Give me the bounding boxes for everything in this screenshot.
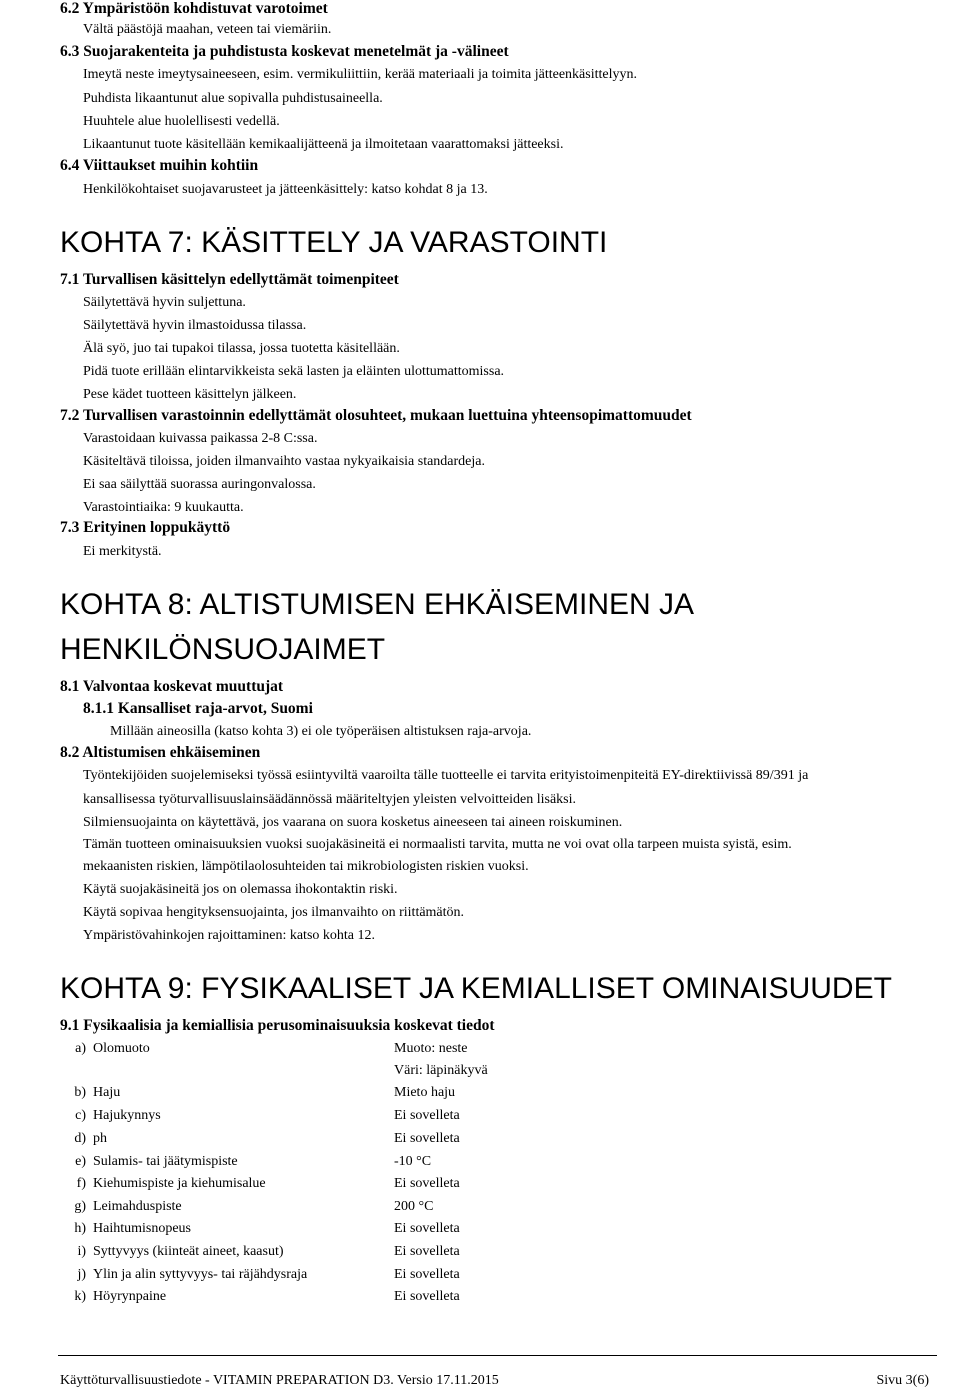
table-row-letter: k)	[74, 1289, 86, 1304]
table-row-value: Väri: läpinäkyvä	[394, 1063, 488, 1078]
section-7-1-line: Säilytettävä hyvin suljettuna.	[83, 295, 246, 310]
footer-document-title: Käyttöturvallisuustiedote - VITAMIN PREPARATION D3. Versio 17.11.2015	[60, 1373, 499, 1388]
section-6-3-line: Puhdista likaantunut alue sopivalla puhdistusaineella.	[83, 91, 383, 106]
table-row-value: -10 °C	[394, 1154, 432, 1169]
section-8-1-heading: 8.1 Valvontaa koskevat muuttujat	[60, 678, 284, 695]
section-8-2-line: mekaanisten riskien, lämpötilaolosuhteiden tai mikrobiologisten riskien vuoksi.	[83, 859, 529, 874]
section-8-title-line-2: HENKILÖNSUOJAIMET	[60, 633, 386, 666]
section-8-2-line: Käytä suojakäsineitä jos on olemassa ihokontaktin riski.	[83, 882, 398, 897]
table-row-letter: d)	[74, 1131, 86, 1146]
section-7-2-line: Ei saa säilyttää suorassa auringonvalossa.	[83, 477, 316, 492]
section-7-2-line: Käsiteltävä tiloissa, joiden ilmanvaihto vastaa nykyaikaisia standardeja.	[83, 454, 485, 469]
section-7-1-line: Pidä tuote erillään elintarvikkeista sekä lasten ja eläinten ulottumattomissa.	[83, 364, 505, 379]
table-row-letter: c)	[75, 1108, 86, 1123]
section-6-3-line: Huuhtele alue huolellisesti vedellä.	[83, 114, 280, 129]
table-row-letter: j)	[77, 1267, 86, 1282]
section-6-4-line: Henkilökohtaiset suojavarusteet ja jätteenkäsittely: katso kohdat 8 ja 13.	[83, 182, 488, 197]
table-row-property: Haju	[93, 1085, 121, 1100]
section-6-2-heading: 6.2 Ympäristöön kohdistuvat varotoimet	[60, 0, 328, 17]
table-row-property: Olomuoto	[93, 1041, 150, 1056]
section-7-1-line: Älä syö, juo tai tupakoi tilassa, jossa tuotetta käsitellään.	[83, 341, 400, 356]
footer-page-number: Sivu 3(6)	[876, 1373, 929, 1388]
section-7-2-line: Varastointiaika: 9 kuukautta.	[83, 500, 244, 515]
section-8-1-1-heading: 8.1.1 Kansalliset raja-arvot, Suomi	[83, 700, 313, 717]
table-row-property: Ylin ja alin syttyvyys- tai räjähdysraja	[93, 1267, 308, 1282]
table-row-letter: g)	[74, 1199, 86, 1214]
section-6-3-line: Likaantunut tuote käsitellään kemikaalijätteenä ja ilmoitetaan vaarattomaksi jätteeksi.	[83, 137, 564, 152]
table-row-value: Ei sovelleta	[394, 1244, 460, 1259]
section-7-1-line: Pese kädet tuotteen käsittelyn jälkeen.	[83, 387, 297, 402]
section-7-3-line: Ei merkitystä.	[83, 544, 162, 559]
section-7-1-line: Säilytettävä hyvin ilmastoidussa tilassa.	[83, 318, 307, 333]
table-row-property: Leimahduspiste	[93, 1199, 182, 1214]
table-row-value: 200 °C	[394, 1199, 434, 1214]
table-row-letter: i)	[77, 1244, 86, 1259]
table-row-value: Ei sovelleta	[394, 1221, 460, 1236]
table-row-letter: f)	[76, 1176, 86, 1191]
table-row-property: Sulamis- tai jäätymispiste	[93, 1154, 238, 1169]
section-8-2-line: Ympäristövahinkojen rajoittaminen: katso kohta 12.	[83, 928, 375, 943]
table-row-value: Ei sovelleta	[394, 1289, 460, 1304]
section-8-1-1-line: Millään aineosilla (katso kohta 3) ei ole työperäisen altistuksen raja-arvoja.	[110, 724, 532, 739]
table-row-property: Höyrynpaine	[93, 1289, 167, 1304]
footer-divider	[58, 1355, 937, 1356]
section-6-2-line: Vältä päästöjä maahan, veteen tai viemäriin.	[83, 22, 332, 37]
section-7-3-heading: 7.3 Erityinen loppukäyttö	[60, 519, 231, 536]
section-8-title-line-1: KOHTA 8: ALTISTUMISEN EHKÄISEMINEN JA	[60, 588, 695, 621]
section-8-2-heading: 8.2 Altistumisen ehkäiseminen	[60, 744, 261, 761]
table-row-letter: b)	[74, 1085, 86, 1100]
table-row-property: Hajukynnys	[93, 1108, 161, 1123]
section-8-2-line: Työntekijöiden suojelemiseksi työssä esiintyviltä vaaroilta tälle tuotteelle ei tarvita erityistoimenpiteitä EY-direktiivissä 89/391 ja	[83, 768, 809, 783]
table-row-value: Muoto: neste	[394, 1041, 468, 1056]
table-row-value: Ei sovelleta	[394, 1108, 460, 1123]
section-8-2-line: Tämän tuotteen ominaisuuksien vuoksi suojakäsineitä ei normaalisti tarvita, mutta ne voi ovat olla tarpeen muista syistä, esim.	[83, 837, 792, 852]
table-row-letter: a)	[75, 1041, 86, 1056]
section-8-2-line: kansallisessa työturvallisuuslainsäädännössä määriteltyjen yleisten velvoitteiden lisäksi.	[83, 792, 577, 807]
section-9-1-heading: 9.1 Fysikaalisia ja kemiallisia perusominaisuuksia koskevat tiedot	[60, 1017, 495, 1034]
section-7-2-heading: 7.2 Turvallisen varastoinnin edellyttämät olosuhteet, mukaan luettuina yhteensopimattomuudet	[60, 407, 692, 424]
section-6-3-heading: 6.3 Suojarakenteita ja puhdistusta koskevat menetelmät ja -välineet	[60, 43, 509, 60]
section-8-2-line: Käytä sopivaa hengityksensuojainta, jos ilmanvaihto on riittämätön.	[83, 905, 465, 920]
section-7-1-heading: 7.1 Turvallisen käsittelyn edellyttämät toimenpiteet	[60, 271, 399, 288]
section-6-4-heading: 6.4 Viittaukset muihin kohtiin	[60, 157, 259, 174]
table-row-value: Mieto haju	[394, 1085, 456, 1100]
section-6-3-line: Imeytä neste imeytysaineeseen, esim. vermikuliittiin, kerää materiaali ja toimita jätteenkäsittelyyn.	[83, 67, 637, 82]
section-9-title: KOHTA 9: FYSIKAALISET JA KEMIALLISET OMINAISUUDET	[60, 972, 892, 1005]
table-row-letter: e)	[75, 1154, 86, 1169]
table-row-property: Kiehumispiste ja kiehumisalue	[93, 1176, 266, 1191]
table-row-value: Ei sovelleta	[394, 1131, 460, 1146]
table-row-property: Haihtumisnopeus	[93, 1221, 191, 1236]
table-row-value: Ei sovelleta	[394, 1176, 460, 1191]
section-8-2-line: Silmiensuojainta on käytettävä, jos vaarana on suora kosketus aineeseen tai aineen roiskuminen.	[83, 815, 623, 830]
table-row-value: Ei sovelleta	[394, 1267, 460, 1282]
table-row-letter: h)	[74, 1221, 86, 1236]
table-row-property: Syttyvyys (kiinteät aineet, kaasut)	[93, 1244, 284, 1259]
table-row-property: ph	[93, 1131, 107, 1146]
section-7-2-line: Varastoidaan kuivassa paikassa 2-8 C:ssa.	[83, 431, 318, 446]
section-7-title: KOHTA 7: KÄSITTELY JA VARASTOINTI	[60, 226, 608, 259]
